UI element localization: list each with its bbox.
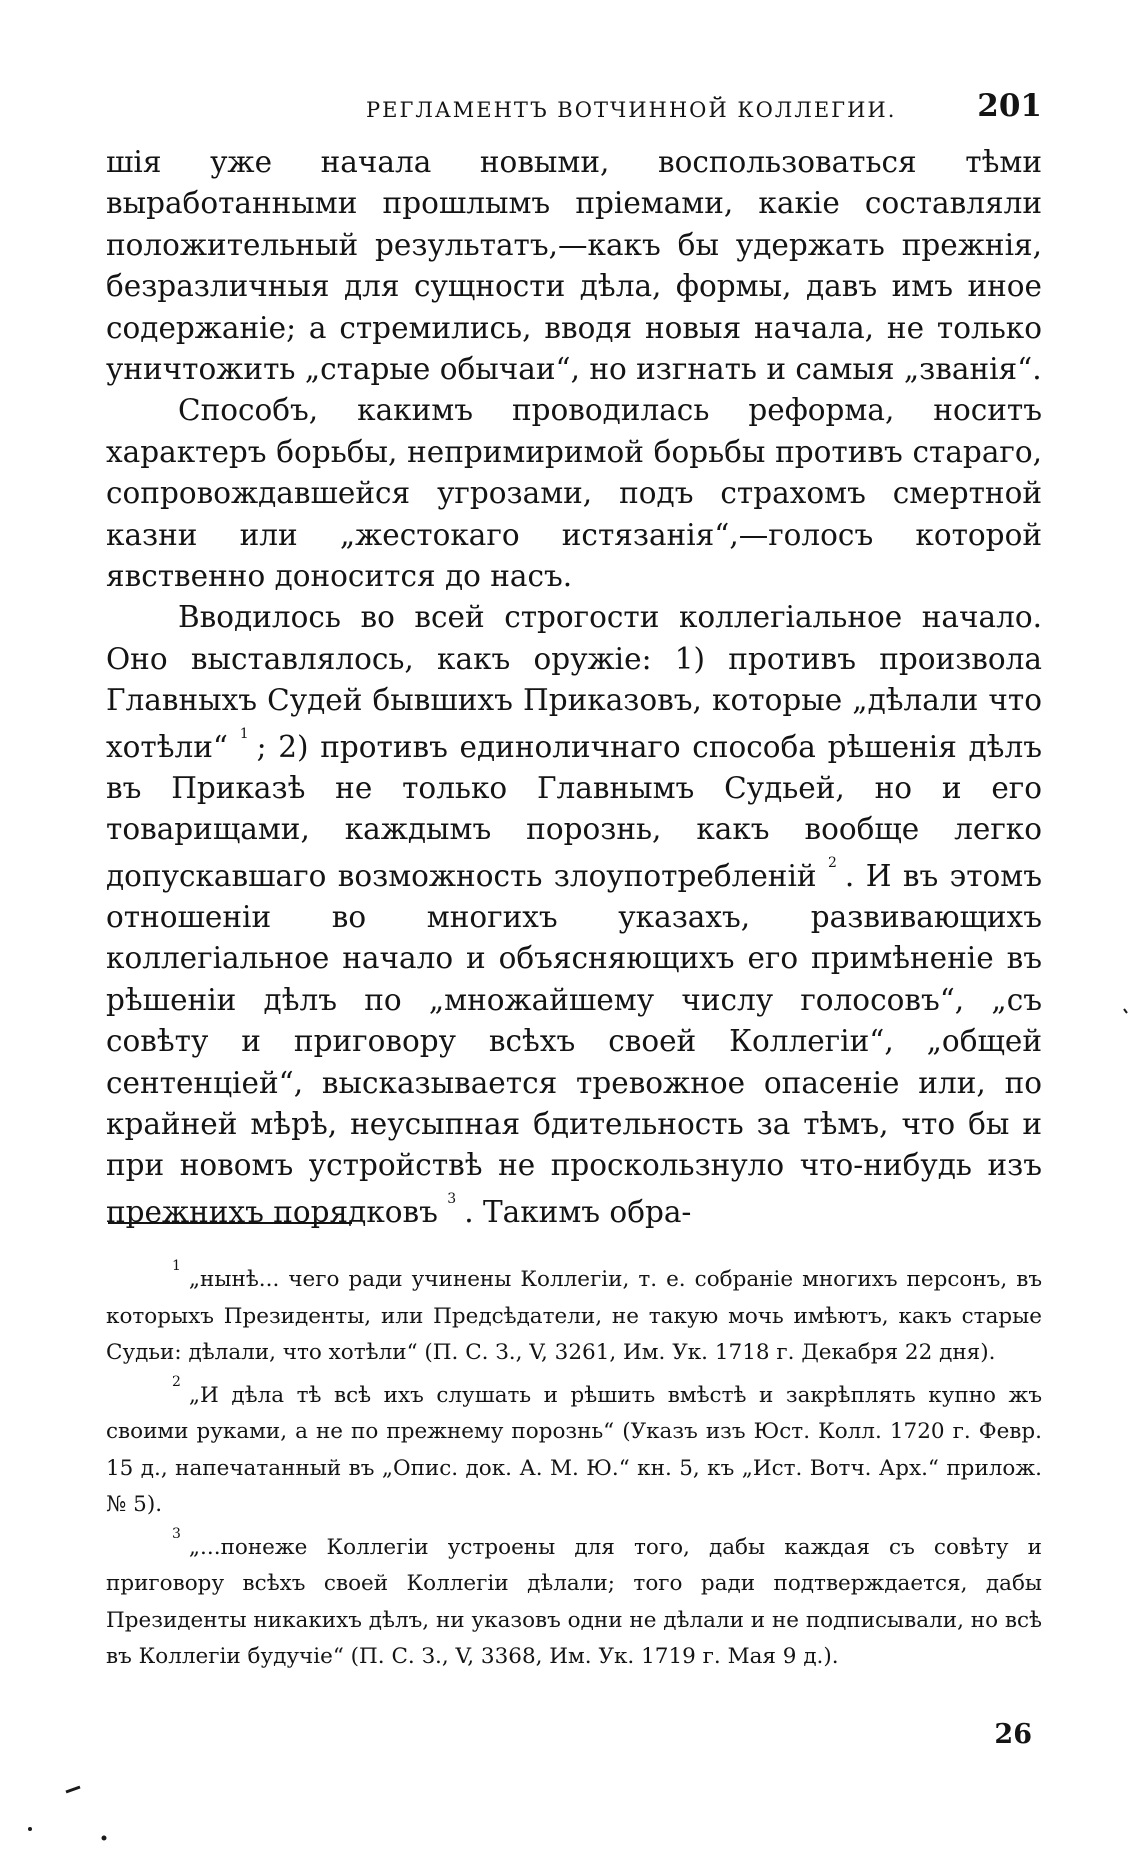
running-head bbox=[106, 88, 1042, 128]
footnote: $^1$„нынѣ... чего ради учинены Коллегіи, т. е. собраніе многихъ персонъ, въ которыхъ Президенты, или Предсѣдатели, не такую мочь имѣютъ, какъ старые Судьи: дѣлали, что хотѣли“ (П. С. З., V, 3261, Им. Ук. 1718 г. Декабря 22 дня). bbox=[106, 1258, 1042, 1366]
footnote-marker: 2 bbox=[828, 854, 837, 871]
scan-speck bbox=[102, 1836, 107, 1841]
footnotes bbox=[106, 1256, 1042, 1676]
paragraph: Способъ, какимъ проводилась реформа, носитъ характеръ борьбы, непримиримой борьбы противъ стараго, сопровождавшейся угрозами, подъ страхомъ смертной казни или „жестокаго истязанія“,—голосъ которой явственно доносится до насъ. bbox=[106, 393, 1042, 594]
page-number: 201 bbox=[977, 88, 1042, 124]
footnote-number: 2 bbox=[172, 1373, 181, 1390]
footnote: $^3$„...понеже Коллегіи устроены для того, дабы каждая съ совѣту и приговору всѣхъ своей Коллегіи дѣлали; того ради подтверждается, дабы Президенты никакихъ дѣлъ, ни указовъ одни не дѣлали и не подписывали, но всѣ въ Коллегіи будучіе“ (П. С. З., V, 3368, Им. Ук. 1719 г. Мая 9 д.). bbox=[106, 1525, 1042, 1670]
footnote-marker: 3 bbox=[447, 1190, 457, 1207]
running-title: РЕГЛАМЕНТЪ ВОТЧИННОЙ КОЛЛЕГИИ. bbox=[366, 98, 897, 122]
scan-speck bbox=[28, 1827, 32, 1831]
footnote-number: 1 bbox=[172, 1258, 181, 1274]
main-text bbox=[106, 142, 1042, 1233]
signature-mark: 26 bbox=[994, 1719, 1032, 1750]
paragraph: Вводилось во всей строгости коллегіальное начало. Оно выставлялось, какъ оружіе: 1) противъ произвола Главныхъ Судей бывшихъ Приказовъ, которые „дѣлали что хотѣли“ $^1$ ; 2) противъ единоличнаго способа рѣшенія дѣлъ въ Приказѣ не только Главнымъ Судьей, но и его товарищами, каждымъ порознь, какъ вообще легко допускавшаго возможность злоупотребленій $^2$ . И въ этомъ отношеніи во многихъ указахъ, развивающихъ коллегіальное начало и объясняющихъ его примѣненіе въ рѣшеніи дѣлъ по „множайшему числу голосовъ“, „съ совѣту и приговору всѣхъ своей Коллегіи“, „общей сентенціей“, высказывается тревожное опасеніе или, по крайней мѣрѣ, неусыпная бдительность за тѣмъ, что бы и при новомъ устройствѣ не проскользнуло что-нибудь изъ прежнихъ порядковъ $^3$ . Такимъ обра- bbox=[106, 600, 1042, 1229]
scan-speck bbox=[66, 1787, 80, 1792]
paragraph: шія уже начала новыми, воспользоваться тѣми выработанными прошлымъ пріемами, какіе составляли положительный результатъ,—какъ бы удержать прежнія, безразличныя для сущности дѣла, формы, давъ имъ иное содержаніе; а стремились, вводя новыя начала, не только уничтожить „старые обычаи“, но изгнать и самыя „званія“. bbox=[106, 145, 1042, 387]
footnote-number: 3 bbox=[172, 1525, 181, 1542]
scan-speck bbox=[1124, 1009, 1127, 1013]
footnote-divider bbox=[108, 1222, 352, 1224]
footnote: $^2$„И дѣла тѣ всѣ ихъ слушать и рѣшить вмѣстѣ и закрѣплять купно жъ своими руками, а не по прежнему порознь“ (Указъ изъ Юст. Колл. 1720 г. Февр. 15 д., напечатанный въ „Опис. док. А. М. Ю.“ кн. 5, къ „Ист. Вотч. Арх.“ прилож. № 5). bbox=[106, 1373, 1042, 1518]
footnote-marker: 1 bbox=[239, 725, 249, 742]
